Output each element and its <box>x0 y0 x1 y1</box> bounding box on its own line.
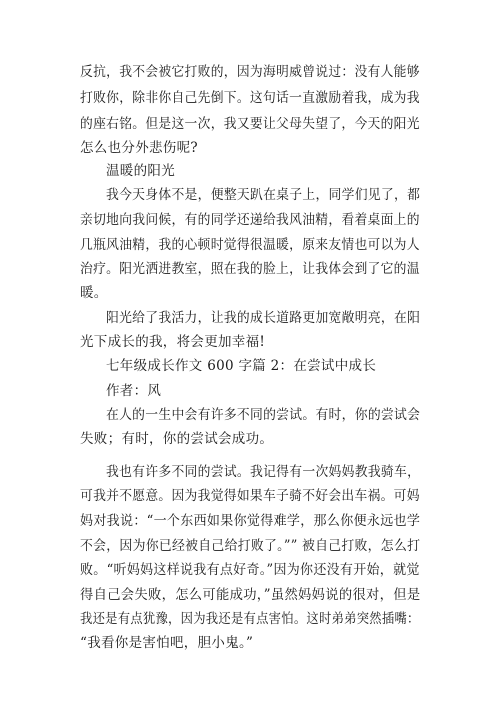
text-line: 反抗，我不会被它打败的，因为海明威曾说过：没有人能够 <box>80 64 420 80</box>
text-line: 的座右铭。但是这一次，我又要让父母失望了，今天的阳光 <box>80 116 420 132</box>
paragraph-start-line: 我也有许多不同的尝试。我记得有一次妈妈教我骑车， <box>106 464 421 480</box>
text-line: 亲切地向我问候，有的同学还递给我风油精，看着桌面上的 <box>80 212 420 228</box>
text-line: 败。“听妈妈这样说我有点好奇。”因为你还没有开始，就觉 <box>80 562 420 578</box>
paragraph-start-line: 我今天身体不是，便整天趴在桌子上，同学们见了，都 <box>106 187 421 203</box>
text-line: 暖。 <box>80 285 108 301</box>
article-title: 七年级成长作文 600 字篇 2：在尝试中成长 <box>106 358 377 374</box>
paragraph-start-line: 在人的一生中会有许多不同的尝试。有时，你的尝试会 <box>106 407 421 423</box>
text-line: 光下成长的我，将会更加幸福! <box>80 334 266 350</box>
text-line: 不会，因为你已经被自己给打败了。”” 被自己打败，怎么打 <box>80 538 421 554</box>
author-line: 作者：风 <box>106 383 162 399</box>
text-line: 妈对我说：“一个东西如果你觉得难学，那么你便永远也学 <box>80 513 421 529</box>
paragraph-start-line: 阳光给了我活力，让我的成长道路更加宽敞明亮，在阳 <box>106 310 421 326</box>
text-line: 得自己会失败，怎么可能成功，”虽然妈妈说的很对，但是 <box>80 587 421 603</box>
text-line: 可我并不愿意。因为我觉得如果车子骑不好会出车祸。可妈 <box>80 488 420 504</box>
text-line: 几瓶风油精，我的心顿时觉得很温暖，原来友情也可以为人 <box>80 237 420 253</box>
text-line: 我还是有点犹豫，因为我还是有点害怕。这时弟弟突然插嘴： <box>80 611 420 627</box>
text-line: 失败；有时，你的尝试会成功。 <box>80 431 274 447</box>
text-line: 治疗。阳光洒进教室，照在我的脸上，让我体会到了它的温 <box>80 261 420 277</box>
section-heading: 温暖的阳光 <box>106 163 175 179</box>
text-line: 怎么也分外悲伤呢? <box>80 140 198 156</box>
text-line: “我看你是害怕吧，胆小鬼。” <box>80 635 254 651</box>
text-line: 打败你，除非你自己先倒下。这句话一直激励着我，成为我 <box>80 90 420 106</box>
